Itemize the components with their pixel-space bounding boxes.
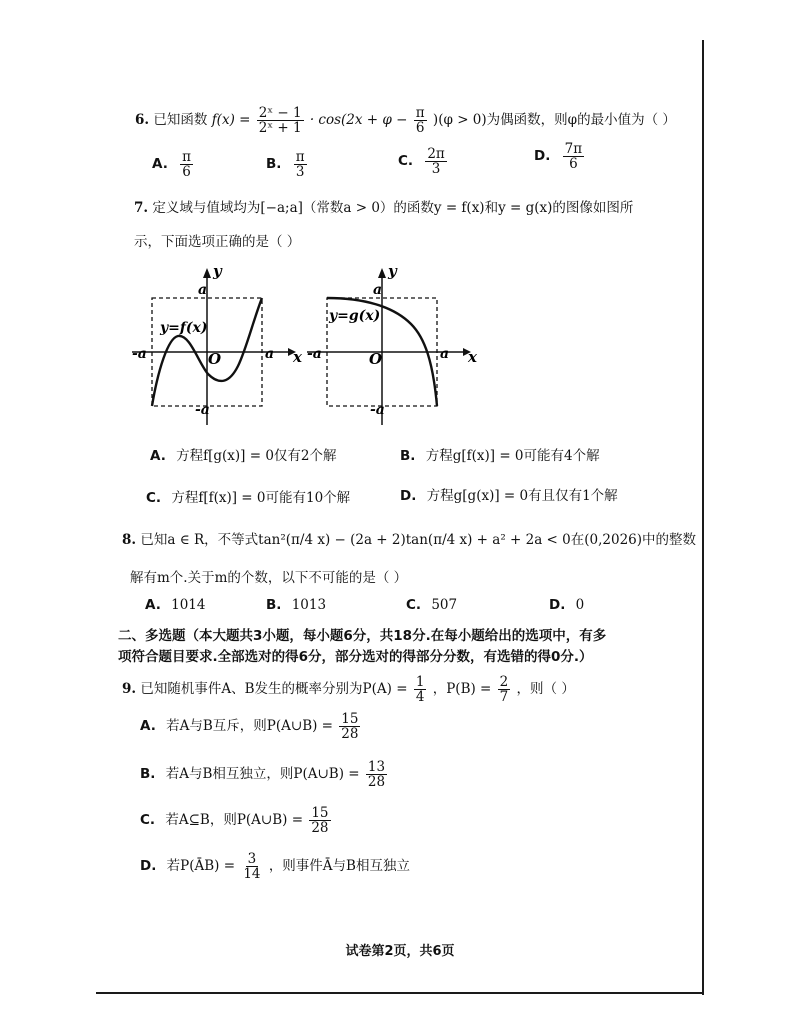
option-text: 若A与B互斥，则P(A∪B) = (166, 718, 333, 735)
option-text: 0 (575, 597, 585, 613)
section-header-line1: 二、多选题（本大题共3小题，每小题6分，共18分.在每小题给出的选项中，有多 (118, 628, 607, 644)
question-text: 解有m个.关于m的个数，以下不可能的是（ ） (130, 570, 408, 586)
fraction (257, 106, 304, 135)
page-footer: 试卷第2页，共6页 (345, 944, 455, 959)
fraction-denominator: 28 (367, 774, 386, 791)
fraction-denominator: 6 (569, 156, 578, 173)
question-6-stem (135, 106, 676, 135)
option-d[interactable] (534, 142, 586, 171)
a-top-label: a (198, 282, 208, 298)
fraction (498, 675, 511, 704)
fraction-denominator: 3 (295, 164, 305, 181)
neg-a-x-label: -a (307, 346, 322, 362)
fraction-denominator: 28 (341, 726, 359, 743)
option-text: 方程f[f(x)] = 0可能有10个解 (171, 490, 351, 506)
fraction-numerator: 15 (311, 805, 329, 821)
question-number: 9. (122, 681, 137, 698)
option-label: C. (140, 812, 156, 829)
fraction (294, 150, 307, 179)
fraction-numerator: 2 (499, 674, 509, 690)
a-x-label: a (265, 346, 275, 362)
option-label: B. (140, 766, 156, 783)
option-text: 1013 (291, 597, 327, 613)
fraction (241, 852, 262, 881)
option-label: A. (152, 156, 168, 173)
question-number: 8. (122, 532, 137, 548)
fraction-numerator: 15 (341, 711, 359, 727)
option-b[interactable] (266, 597, 326, 613)
question-text: 已知随机事件A、B发生的概率分别为P(A) = (140, 681, 408, 698)
question-8-stem-line1 (122, 528, 696, 548)
fraction-denominator: 3 (431, 161, 441, 178)
fraction (425, 147, 446, 176)
fraction (414, 675, 427, 704)
option-label: C. (398, 153, 414, 170)
option-label: C. (146, 490, 162, 506)
option-c[interactable] (406, 597, 457, 613)
option-b[interactable] (266, 150, 309, 179)
fraction-denominator: 14 (243, 866, 261, 883)
question-7-stem-line1 (134, 196, 633, 216)
option-label: B. (400, 448, 416, 464)
fraction-denominator: 7 (499, 689, 509, 706)
fraction (366, 760, 387, 789)
question-text-tail: )(φ > 0)为偶函数，则φ的最小值为（ ） (432, 112, 676, 129)
neg-a-y-label: -a (195, 402, 210, 418)
option-label: B. (266, 597, 282, 613)
origin-label: O (208, 350, 222, 368)
option-text: 1014 (171, 597, 206, 613)
x-axis-label: x (468, 348, 477, 366)
fraction-numerator: π (182, 149, 191, 165)
option-text: 方程f[g(x)] = 0仅有2个解 (176, 448, 337, 464)
option-a[interactable] (152, 150, 195, 179)
fraction (180, 150, 193, 179)
page-border-right (702, 40, 704, 995)
fraction (414, 106, 427, 135)
option-text: 方程g[g(x)] = 0有且仅有1个解 (426, 488, 618, 504)
option-label: D. (400, 488, 417, 504)
y-axis-arrow (378, 268, 386, 278)
fraction-numerator: 2π (427, 146, 445, 162)
y-axis-label: y (388, 262, 397, 280)
option-label: C. (406, 597, 422, 613)
question-8-stem-line2 (130, 566, 407, 586)
fraction-denominator: 2ˣ + 1 (258, 120, 302, 137)
fraction-numerator: π (295, 149, 305, 165)
graph-g (303, 262, 478, 427)
option-c[interactable] (140, 806, 333, 835)
option-text: 507 (431, 597, 458, 613)
question-number: 6. (135, 112, 150, 129)
x-axis-label: x (293, 348, 302, 366)
question-text: 定义域与值域均为[−a;a]（常数a > 0）的函数y = f(x)和y = g(x)的图像如图所 (152, 200, 634, 216)
fraction-denominator: 28 (311, 820, 329, 837)
fraction-numerator: 3 (247, 851, 257, 867)
question-number: 7. (134, 200, 149, 216)
y-axis-label: y (213, 262, 222, 280)
question-text: ，P(B) = (432, 681, 492, 698)
option-b[interactable] (400, 444, 600, 464)
cos-expression: · cos(2x + φ − (309, 112, 408, 129)
fraction-denominator: 6 (182, 164, 191, 181)
option-label: D. (549, 597, 566, 613)
option-c[interactable] (146, 486, 350, 506)
option-label: A. (145, 597, 161, 613)
option-a[interactable] (140, 712, 362, 741)
question-9-stem (122, 675, 575, 704)
option-c[interactable] (398, 147, 449, 176)
fraction-numerator: 13 (367, 759, 386, 775)
question-text-tail: ，则（ ） (516, 681, 575, 698)
page-border-bottom (96, 992, 704, 994)
fraction-numerator: 1 (415, 674, 425, 690)
option-a[interactable] (145, 597, 205, 613)
question-text: 示，下面选项正确的是（ ） (134, 234, 301, 250)
option-d[interactable] (549, 597, 584, 613)
option-text: 若P(ĀB) = (166, 858, 236, 875)
function-name: f(x) = (211, 112, 251, 129)
neg-a-y-label: -a (370, 402, 385, 418)
fraction-numerator: π (415, 105, 425, 121)
fraction-denominator: 6 (415, 120, 425, 137)
option-text: 若A⊆B，则P(A∪B) = (165, 812, 304, 829)
a-top-label: a (373, 282, 383, 298)
fraction (563, 142, 584, 171)
section-header-line2: 项符合题目要求.全部选对的得6分，部分选对的得部分分数，有选错的得0分.） (118, 649, 593, 665)
origin-label: O (369, 350, 383, 368)
question-7-stem-line2 (134, 230, 300, 250)
option-label: D. (140, 858, 157, 875)
fraction-numerator: 2ˣ − 1 (258, 105, 302, 121)
fraction (309, 806, 330, 835)
option-text: 若A与B相互独立，则P(A∪B) = (165, 766, 360, 783)
option-d[interactable] (140, 852, 410, 881)
option-a[interactable] (150, 444, 337, 464)
graph-f (128, 262, 303, 427)
fraction-denominator: 4 (415, 689, 425, 706)
option-label: D. (534, 148, 551, 165)
option-label: B. (266, 156, 282, 173)
a-x-label: a (440, 346, 450, 362)
function-label: y=g(x) (329, 308, 381, 324)
neg-a-x-label: -a (132, 346, 147, 362)
question-text: 已知函数 (153, 112, 208, 129)
option-label: A. (140, 718, 156, 735)
function-label: y=f(x) (160, 320, 208, 336)
option-d[interactable] (400, 484, 618, 504)
y-axis-arrow (203, 268, 211, 278)
question-text: 已知a ∈ R，不等式tan²(π/4 x) − (2a + 2)tan(π/4 x) + a² + 2a < 0在(0,2026)中的整数 (140, 532, 697, 548)
option-text: 方程g[f(x)] = 0可能有4个解 (425, 448, 600, 464)
option-text-after: ，则事件Ā与B相互独立 (268, 858, 410, 875)
option-label: A. (150, 448, 166, 464)
fraction (339, 712, 360, 741)
option-b[interactable] (140, 760, 389, 789)
fraction-numerator: 7π (564, 141, 583, 157)
